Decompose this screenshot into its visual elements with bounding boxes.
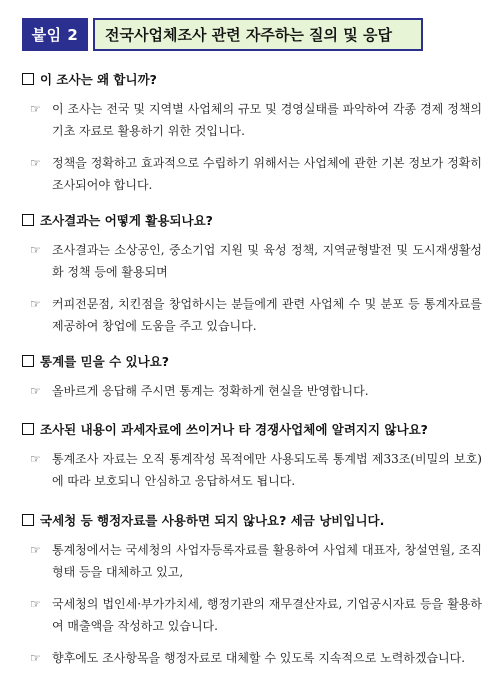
faq-answer-text: 조사결과는 소상공인, 중소기업 지원 및 육성 정책, 지역균형발전 및 도시재생활성화 정책 등에 활용되며 (52, 243, 482, 279)
checkbox-square-icon (22, 73, 34, 85)
pointing-hand-icon: ☞ (30, 156, 41, 170)
faq-question (22, 211, 482, 229)
faq-question-text: 통계를 믿을 수 있나요? (40, 354, 169, 369)
checkbox-square-icon (22, 355, 34, 367)
faq-answer (22, 539, 482, 583)
faq-answer-text: 통계조사 자료는 오직 통계작성 목적에만 사용되도록 통계법 제33조(비밀의 보호)에 따라 보호되니 안심하고 응답하셔도 됩니다. (52, 452, 482, 488)
checkbox-square-icon (22, 214, 34, 226)
faq-answer-text: 향후에도 조사항목을 행정자료로 대체할 수 있도록 지속적으로 노력하겠습니다. (52, 651, 466, 665)
faq-answer-text: 국세청의 법인세·부가가치세, 행정기관의 재무결산자료, 기업공시자료 등을 활용하여 매출액을 작성하고 있습니다. (52, 597, 482, 633)
faq-answer-text: 올바르게 응답해 주시면 통계는 정확하게 현실을 반영합니다. (52, 384, 369, 398)
page-title: 전국사업체조사 관련 자주하는 질의 및 응답 (93, 18, 423, 51)
checkbox-square-icon (22, 423, 34, 435)
faq-section-3 (22, 352, 482, 402)
faq-question-text: 이 조사는 왜 합니까? (40, 72, 157, 87)
faq-answer (22, 647, 482, 669)
pointing-hand-icon: ☞ (30, 452, 41, 466)
page-header (22, 18, 423, 51)
faq-question-text: 조사결과는 어떻게 활용되나요? (40, 213, 213, 228)
faq-question-text: 조사된 내용이 과세자료에 쓰이거나 타 경쟁사업체에 알려지지 않나요? (40, 422, 428, 437)
pointing-hand-icon: ☞ (30, 597, 41, 611)
faq-answer-text: 커피전문점, 치킨점을 창업하시는 분들에게 관련 사업체 수 및 분포 등 통계자료를 제공하여 창업에 도움을 주고 있습니다. (52, 297, 482, 333)
faq-answer (22, 98, 482, 142)
pointing-hand-icon: ☞ (30, 384, 41, 398)
faq-answer (22, 380, 482, 402)
faq-section-4 (22, 420, 482, 492)
appendix-badge: 붙임 2 (22, 18, 88, 51)
faq-question (22, 70, 482, 88)
faq-answer (22, 448, 482, 492)
faq-question (22, 420, 482, 438)
faq-answer (22, 239, 482, 283)
faq-answer (22, 593, 482, 637)
pointing-hand-icon: ☞ (30, 651, 41, 665)
faq-answer (22, 293, 482, 337)
faq-answer-text: 정책을 정확하고 효과적으로 수립하기 위해서는 사업체에 관한 기본 정보가 정확히 조사되어야 합니다. (52, 156, 482, 192)
faq-answer-text: 이 조사는 전국 및 지역별 사업체의 규모 및 경영실태를 파악하여 각종 경제 정책의 기초 자료로 활용하기 위한 것입니다. (52, 102, 482, 138)
pointing-hand-icon: ☞ (30, 297, 41, 311)
faq-question (22, 352, 482, 370)
faq-section-2 (22, 211, 482, 337)
pointing-hand-icon: ☞ (30, 543, 41, 557)
pointing-hand-icon: ☞ (30, 102, 41, 116)
faq-question (22, 511, 482, 529)
faq-section-1 (22, 70, 482, 196)
pointing-hand-icon: ☞ (30, 243, 41, 257)
faq-section-5 (22, 511, 482, 669)
faq-question-text: 국세청 등 행정자료를 사용하면 되지 않나요? 세금 낭비입니다. (40, 513, 385, 528)
faq-answer (22, 152, 482, 196)
faq-answer-text: 통계청에서는 국세청의 사업자등록자료를 활용하여 사업체 대표자, 창설연월, 조직형태 등을 대체하고 있고, (52, 543, 482, 579)
checkbox-square-icon (22, 514, 34, 526)
